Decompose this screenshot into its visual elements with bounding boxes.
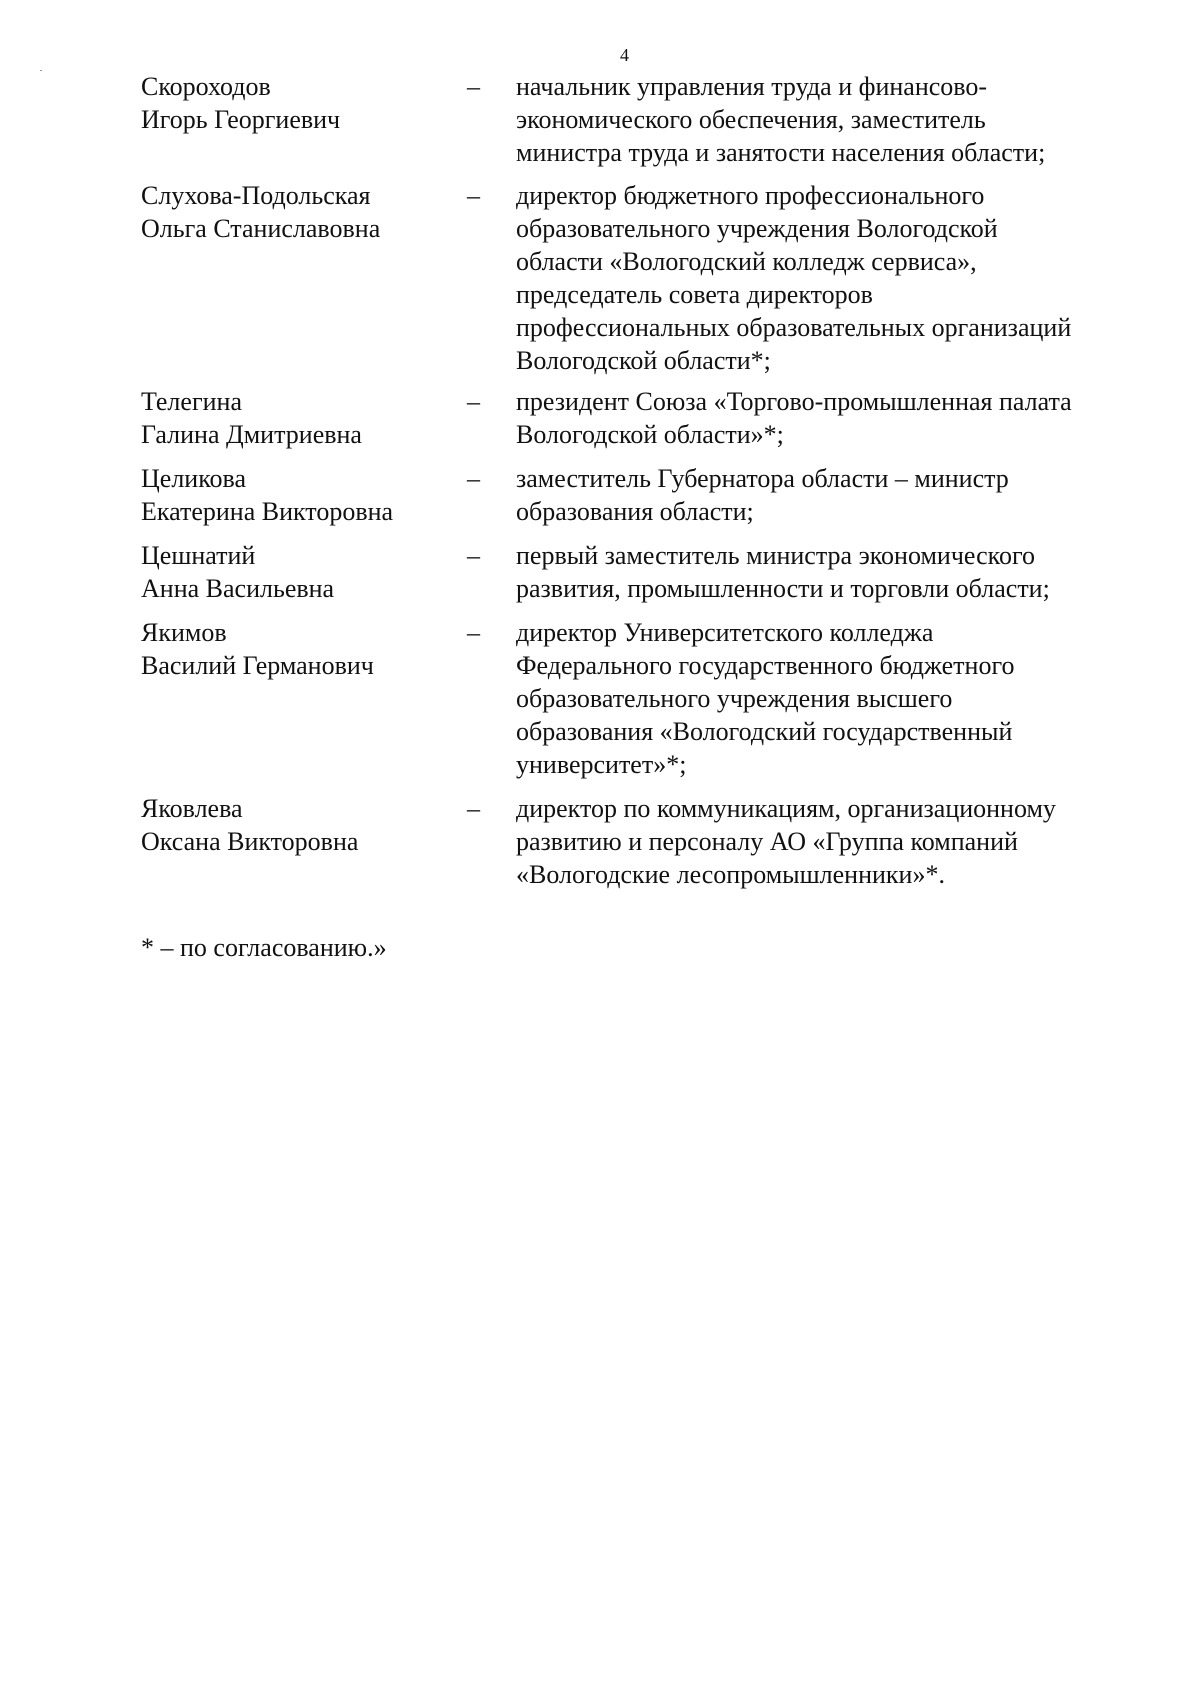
member-position [516, 462, 1136, 528]
member-name [141, 462, 461, 528]
member-entry [0, 385, 1200, 451]
member-entry [0, 462, 1200, 528]
member-given-names: Анна Васильевна [141, 574, 335, 603]
position-line: Вологодской области»*; [516, 420, 784, 449]
member-surname: Телегина [141, 387, 242, 416]
member-position [516, 539, 1136, 605]
member-dash: – [467, 541, 480, 570]
member-surname: Целикова [141, 464, 246, 493]
member-given-names: Игорь Георгиевич [141, 105, 341, 134]
position-line: образовательного учреждения Вологодской [516, 214, 998, 243]
member-dash: – [467, 72, 480, 101]
member-position [516, 179, 1136, 377]
position-line: области «Вологодский колледж сервиса», [516, 247, 977, 276]
member-position [516, 385, 1136, 451]
member-surname: Слухова-Подольская [141, 181, 371, 210]
member-name [141, 179, 461, 245]
member-dash: – [467, 618, 480, 647]
member-dash: – [467, 464, 480, 493]
page-number: 4 [620, 45, 629, 65]
position-line: президент Союза «Торгово-промышленная палата [516, 387, 1072, 416]
member-dash: – [467, 387, 480, 416]
position-line: директор бюджетного профессионального [516, 181, 985, 210]
member-entry [0, 792, 1200, 891]
position-line: директор по коммуникациям, организационному [516, 794, 1056, 823]
position-line: развитию и персоналу АО «Группа компаний [516, 827, 1018, 856]
position-line: экономического обеспечения, заместитель [516, 105, 986, 134]
member-entry [0, 539, 1200, 605]
member-name [141, 539, 461, 605]
member-given-names: Василий Германович [141, 651, 374, 680]
member-dash: – [467, 794, 480, 823]
member-entry [0, 616, 1200, 781]
member-surname: Якимов [141, 618, 227, 647]
member-entry [0, 70, 1200, 169]
position-line: заместитель Губернатора области – министр [516, 464, 1009, 493]
member-dash: – [467, 181, 480, 210]
position-line: развития, промышленности и торговли области; [516, 574, 1050, 603]
member-entry [0, 179, 1200, 377]
member-name [141, 616, 461, 682]
position-line: образования «Вологодский государственный [516, 717, 1013, 746]
position-line: Федерального государственного бюджетного [516, 651, 1015, 680]
member-given-names: Галина Дмитриевна [141, 420, 362, 449]
member-given-names: Екатерина Викторовна [141, 497, 394, 526]
member-name [141, 385, 461, 451]
footnote: * – по согласованию.» [141, 933, 387, 962]
position-line: университет»*; [516, 750, 687, 779]
member-surname: Цешнатий [141, 541, 256, 570]
member-position [516, 792, 1136, 891]
member-surname: Скороходов [141, 72, 271, 101]
position-line: Вологодской области*; [516, 346, 771, 375]
position-line: образовательного учреждения высшего [516, 684, 953, 713]
member-position [516, 70, 1136, 169]
member-surname: Яковлева [141, 794, 243, 823]
member-given-names: Оксана Викторовна [141, 827, 359, 856]
position-line: «Вологодские лесопромышленники»*. [516, 860, 945, 889]
position-line: директор Университетского колледжа [516, 618, 934, 647]
member-name [141, 792, 461, 858]
member-list [0, 70, 1200, 891]
position-line: председатель совета директоров [516, 280, 873, 309]
position-line: министра труда и занятости населения области; [516, 138, 1046, 167]
position-line: начальник управления труда и финансово- [516, 72, 988, 101]
position-line: первый заместитель министра экономического [516, 541, 1035, 570]
member-position [516, 616, 1136, 781]
member-name [141, 70, 461, 136]
member-given-names: Ольга Станиславовна [141, 214, 381, 243]
position-line: образования области; [516, 497, 754, 526]
position-line: профессиональных образовательных организаций [516, 313, 1072, 342]
